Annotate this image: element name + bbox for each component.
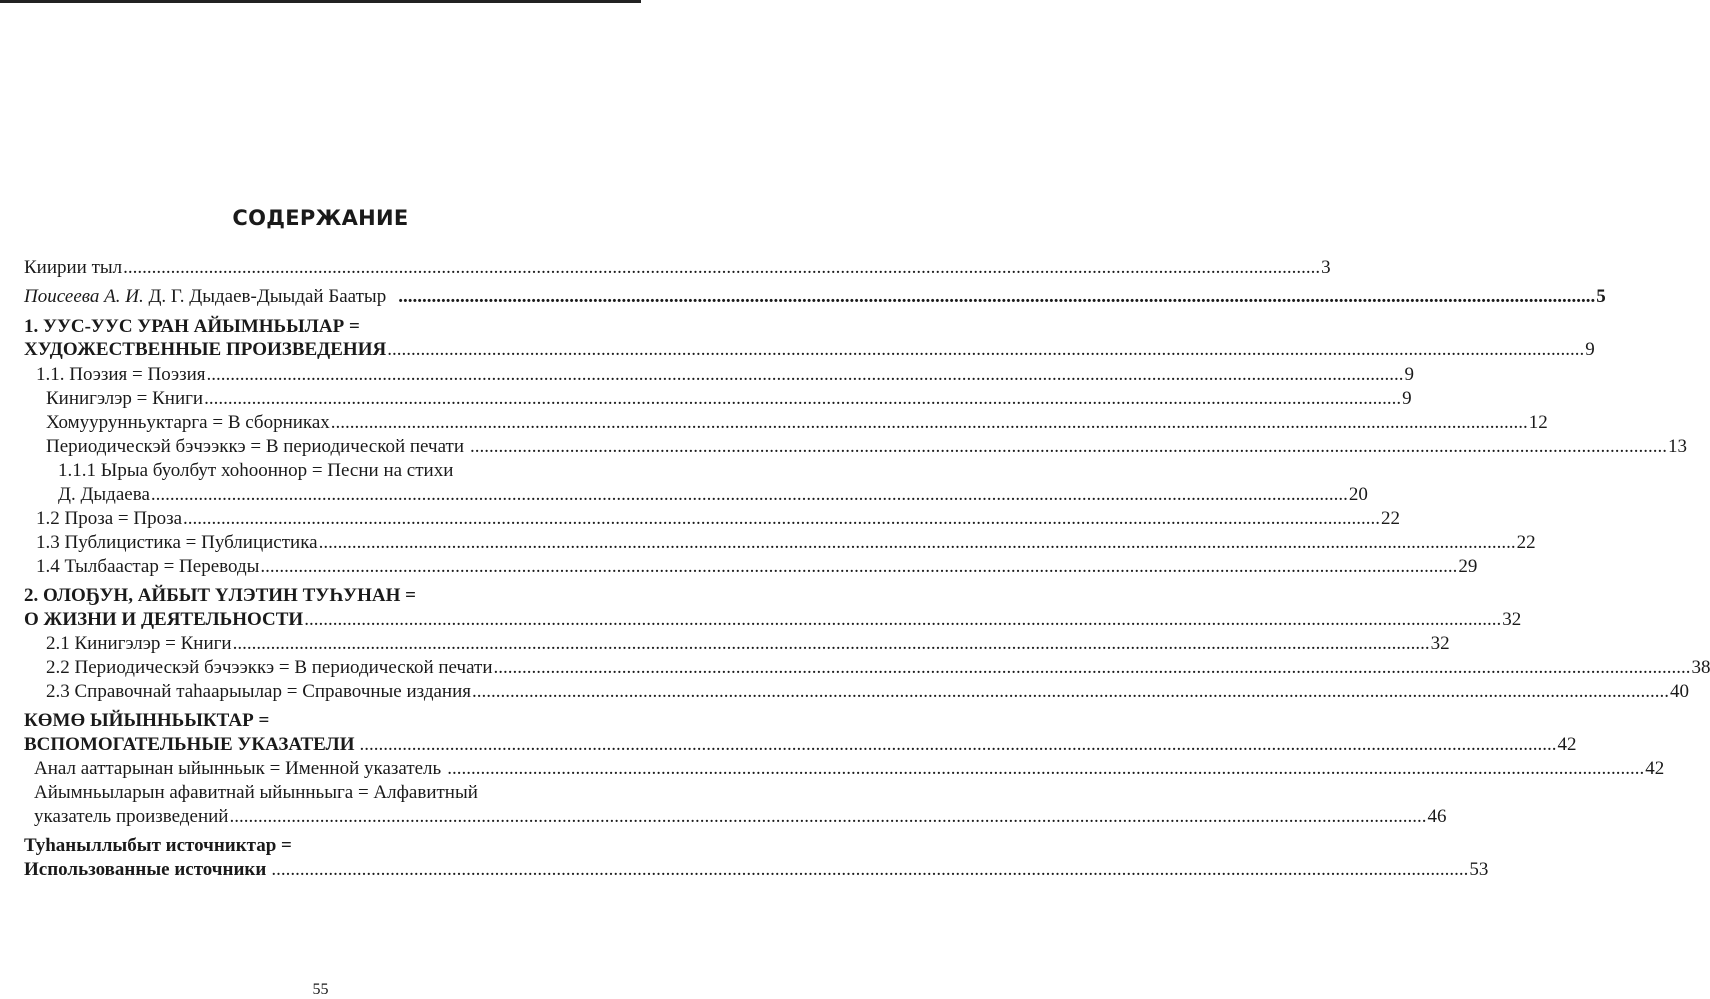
dot-leader [398,285,1595,309]
dot-leader [360,733,1557,757]
toc-entry-title [24,285,386,309]
toc-entry-1-4[interactable] [36,555,1478,579]
dot-leader [319,531,1516,555]
toc-page-number: 13 [1667,436,1687,457]
dot-leader [233,632,1430,656]
toc-entry-title: 1.3 Публицистика = Публицистика [36,532,318,553]
toc-section-2-heading: 2. ОЛОҔУН, АЙБЫТ ҮЛЭТИН ТУҺУНАН = [24,585,416,606]
toc-aux-heading: КӨМӨ ЫЙЫННЬЫКТАР = [24,710,270,731]
toc-entry-section-2[interactable] [24,608,1522,632]
page-title: СОДЕРЖАНИЕ [232,206,409,230]
toc-author: Поисеева А. И. [24,286,144,307]
toc-page-number: 9 [1402,388,1412,409]
toc-entry-aux-names[interactable] [34,757,1665,781]
dot-leader [204,387,1401,411]
toc-entry-intro[interactable] [24,256,1331,280]
toc-entry-text: Д. Г. Дыдаев-Дыыдай Баатыр [148,286,387,307]
toc-entry-title: Периодическэй бэчээккэ = В периодической печати [46,436,464,457]
dot-leader [151,483,1348,507]
toc-entry-title: Д. Дыдаева [58,484,150,505]
toc-entry-section-1[interactable] [24,338,1595,362]
toc-entry-poiseeva[interactable] [24,285,1606,309]
toc-page-number: 46 [1427,806,1447,827]
toc-page-number: 9 [1404,364,1415,385]
toc-page-number: 3 [1321,257,1331,278]
toc-section-1-heading: 1. УУС-УУС УРАН АЙЫМНЬЫЛАР = [24,316,360,337]
toc-entry-aux-alpha-heading: Айымньыларын афавитнай ыйынньыга = Алфавитный [34,782,478,803]
toc-page-number: 38 [1691,657,1710,678]
toc-entry-title: Использованные источники [24,859,267,880]
toc-entry-title: Кинигэлэр = Книги [46,388,204,409]
toc-entry-2-3[interactable] [46,680,1689,704]
toc-entry-2-2[interactable] [46,656,1710,680]
toc-page-number: 12 [1528,412,1548,433]
toc-page-number: 42 [1557,734,1577,755]
toc-sources-heading: Туһаныллыбыт источниктар = [24,835,292,856]
page-number: 55 [312,981,329,998]
toc-entry-1-1[interactable] [36,363,1415,387]
toc-entry-title: Анал ааттарынан ыйынньык = Именной указатель [34,758,442,779]
dot-leader [183,507,1380,531]
dot-leader [493,656,1690,680]
toc-entry-title: О ЖИЗНИ И ДЕЯТЕЛЬНОСТИ [24,609,304,630]
toc-entry-title: 1.1. Поэзия = Поэзия [36,364,206,385]
dot-leader [470,435,1667,459]
dot-leader [271,858,1468,882]
toc-page-number: 29 [1458,556,1478,577]
toc-entry-1-2[interactable] [36,507,1401,531]
toc-entry-aux[interactable] [24,733,1577,757]
toc-entry-title: 2.3 Справочнай таһаарыылар = Справочные издания [46,681,471,702]
dot-leader [331,411,1528,435]
toc-entry-title: 2.2 Периодическэй бэчээккэ = В периодической печати [46,657,493,678]
toc-entry-1-1-1-heading: 1.1.1 Ырыа буолбут хоһооннор = Песни на стихи [58,460,454,481]
dot-leader [123,256,1320,280]
toc-page-number: 32 [1502,609,1522,630]
dot-leader [447,757,1644,781]
toc-entry-2-1[interactable] [46,632,1450,656]
toc-page-number: 53 [1469,859,1489,880]
toc-entry-1-1-1[interactable] [58,483,1368,507]
dot-leader [207,363,1404,387]
toc-entry-1-3[interactable] [36,531,1536,555]
dot-leader [304,608,1501,632]
toc-entry-title: ХУДОЖЕСТВЕННЫЕ ПРОИЗВЕДЕНИЯ [24,339,387,360]
toc-entry-aux-alpha[interactable] [34,805,1447,829]
toc-entry-title: 1.4 Тылбаастар = Переводы [36,556,260,577]
toc-entry-title: Хомуурунньуктарга = В сборниках [46,412,330,433]
toc-entry-title: Киирии тыл [24,257,123,278]
dot-leader [387,338,1584,362]
dot-leader [472,680,1669,704]
toc-page-number: 40 [1670,681,1689,702]
toc-page-number: 9 [1585,339,1595,360]
toc-entry-1-1-collections[interactable] [46,411,1548,435]
toc-page-number: 32 [1430,633,1450,654]
toc-entry-title: указатель произведений [34,806,229,827]
toc-page-number: 20 [1348,484,1368,505]
dot-leader [229,805,1426,829]
toc-page-number: 42 [1645,758,1665,779]
dot-leader [260,555,1457,579]
toc-page-number: 5 [1596,286,1606,307]
toc-entry-1-1-books[interactable] [46,387,1412,411]
toc-entry-title: 2.1 Кинигэлэр = Книги [46,633,232,654]
toc-page-number: 22 [1516,532,1536,553]
toc-entry-title: 1.2 Проза = Проза [36,508,183,529]
toc-entry-title: ВСПОМОГАТЕЛЬНЫЕ УКАЗАТЕЛИ [24,734,355,755]
toc-entry-sources[interactable] [24,858,1489,882]
toc-entry-1-1-periodicals[interactable] [46,435,1687,459]
toc-page-number: 22 [1381,508,1401,529]
